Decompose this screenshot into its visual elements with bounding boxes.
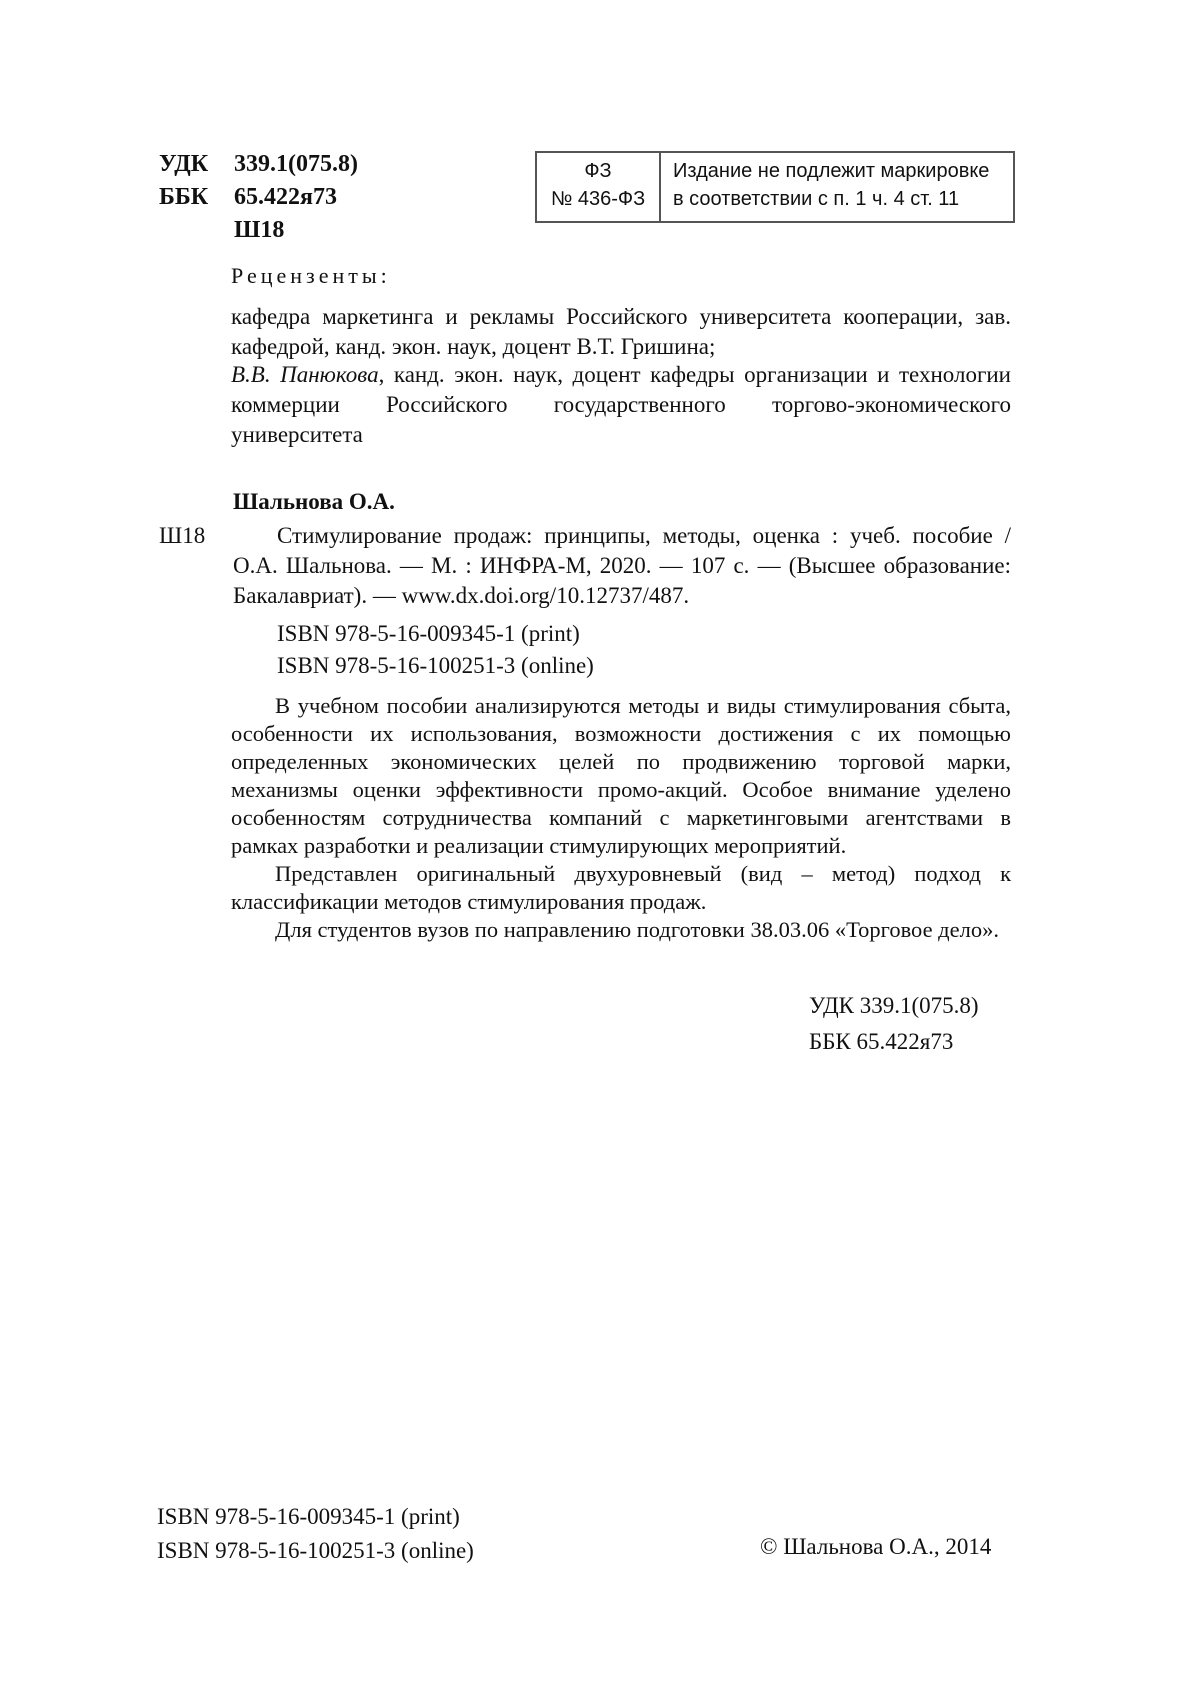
footer-isbn-print: ISBN 978-5-16-009345-1 (print) [157,1504,460,1529]
reviewer-first: кафедра маркетинга и рекламы Российского университета кооперации, зав. кафедрой, канд. экон. наук, доцент В.Т. Гришина; [231,304,1011,359]
fz-notice-box [535,151,1015,223]
entry-isbn-block [277,618,594,682]
fz-law-line1: ФЗ [584,160,612,182]
cipher-row [159,214,358,247]
udk-value: 339.1(075.8) [234,151,358,177]
annotation-paragraph-1: В учебном пособии анализируются методы и виды стимулирования сбыта, особенности их использования, возможности достижения с их помощью определенных экономических целей по продвижению торговой марки, механизмы оценки эффективности промо-акций. Особое внимание уделено особенностям сотрудничества компаний с маркетинговыми агентствами в рамках разработки и реализации стимулирующих мероприятий. [231,693,1011,858]
codes-bottom [809,988,979,1060]
fz-text-cell [661,153,1013,221]
author-cipher: Ш18 [234,217,285,243]
copyright-notice: © Шальнова О.А., 2014 [760,1534,992,1559]
fz-law-cell [537,153,661,221]
codes-bottom-bbk: ББК 65.422я73 [809,1029,954,1054]
reviewers-title: Рецензенты: [231,263,391,288]
footer-isbn-block [157,1500,474,1568]
annotation-paragraph-2: Представлен оригинальный двухуровневый (вид – метод) подход к классификации методов стимулирования продаж. [231,861,1011,914]
fz-text-line2: в соответствии с п. 1 ч. 4 ст. 11 [673,188,960,210]
reviewer-second-name: В.В. Панюкова [231,362,379,387]
bbk-label: ББК [159,184,209,210]
entry-isbn-print: ISBN 978-5-16-009345-1 (print) [277,621,580,646]
reviewer-second-details: , канд. экон. наук, доцент кафедры организации и технологии коммерции Российского государственного торгово-экономического университета [231,362,1011,447]
classification-codes [159,148,358,247]
udk-row [159,148,358,181]
codes-bottom-udk: УДК 339.1(075.8) [809,993,979,1018]
udk-label: УДК [159,151,209,177]
entry-isbn-online: ISBN 978-5-16-100251-3 (online) [277,653,594,678]
entry-cipher: Ш18 [159,523,206,548]
fz-law-line2: № 436-ФЗ [550,188,646,210]
footer-isbn-online: ISBN 978-5-16-100251-3 (online) [157,1538,474,1563]
bbk-value: 65.422я73 [234,184,337,210]
entry-description: Стимулирование продаж: принципы, методы, оценка : учеб. пособие / О.А. Шальнова. — М. : ИНФРА-М, 2020. — 107 с. — (Высшее образование: Бакалавриат). — www.dx.doi.org/10.12737/487. [233,523,1011,608]
annotation-paragraph-3: Для студентов вузов по направлению подготовки 38.03.06 «Торговое дело». [275,917,999,942]
fz-text-line1: Издание не подлежит маркировке [673,160,990,182]
bbk-row [159,181,358,214]
entry-author: Шальнова О.А. [233,489,395,514]
reviewer-second [231,360,1011,450]
